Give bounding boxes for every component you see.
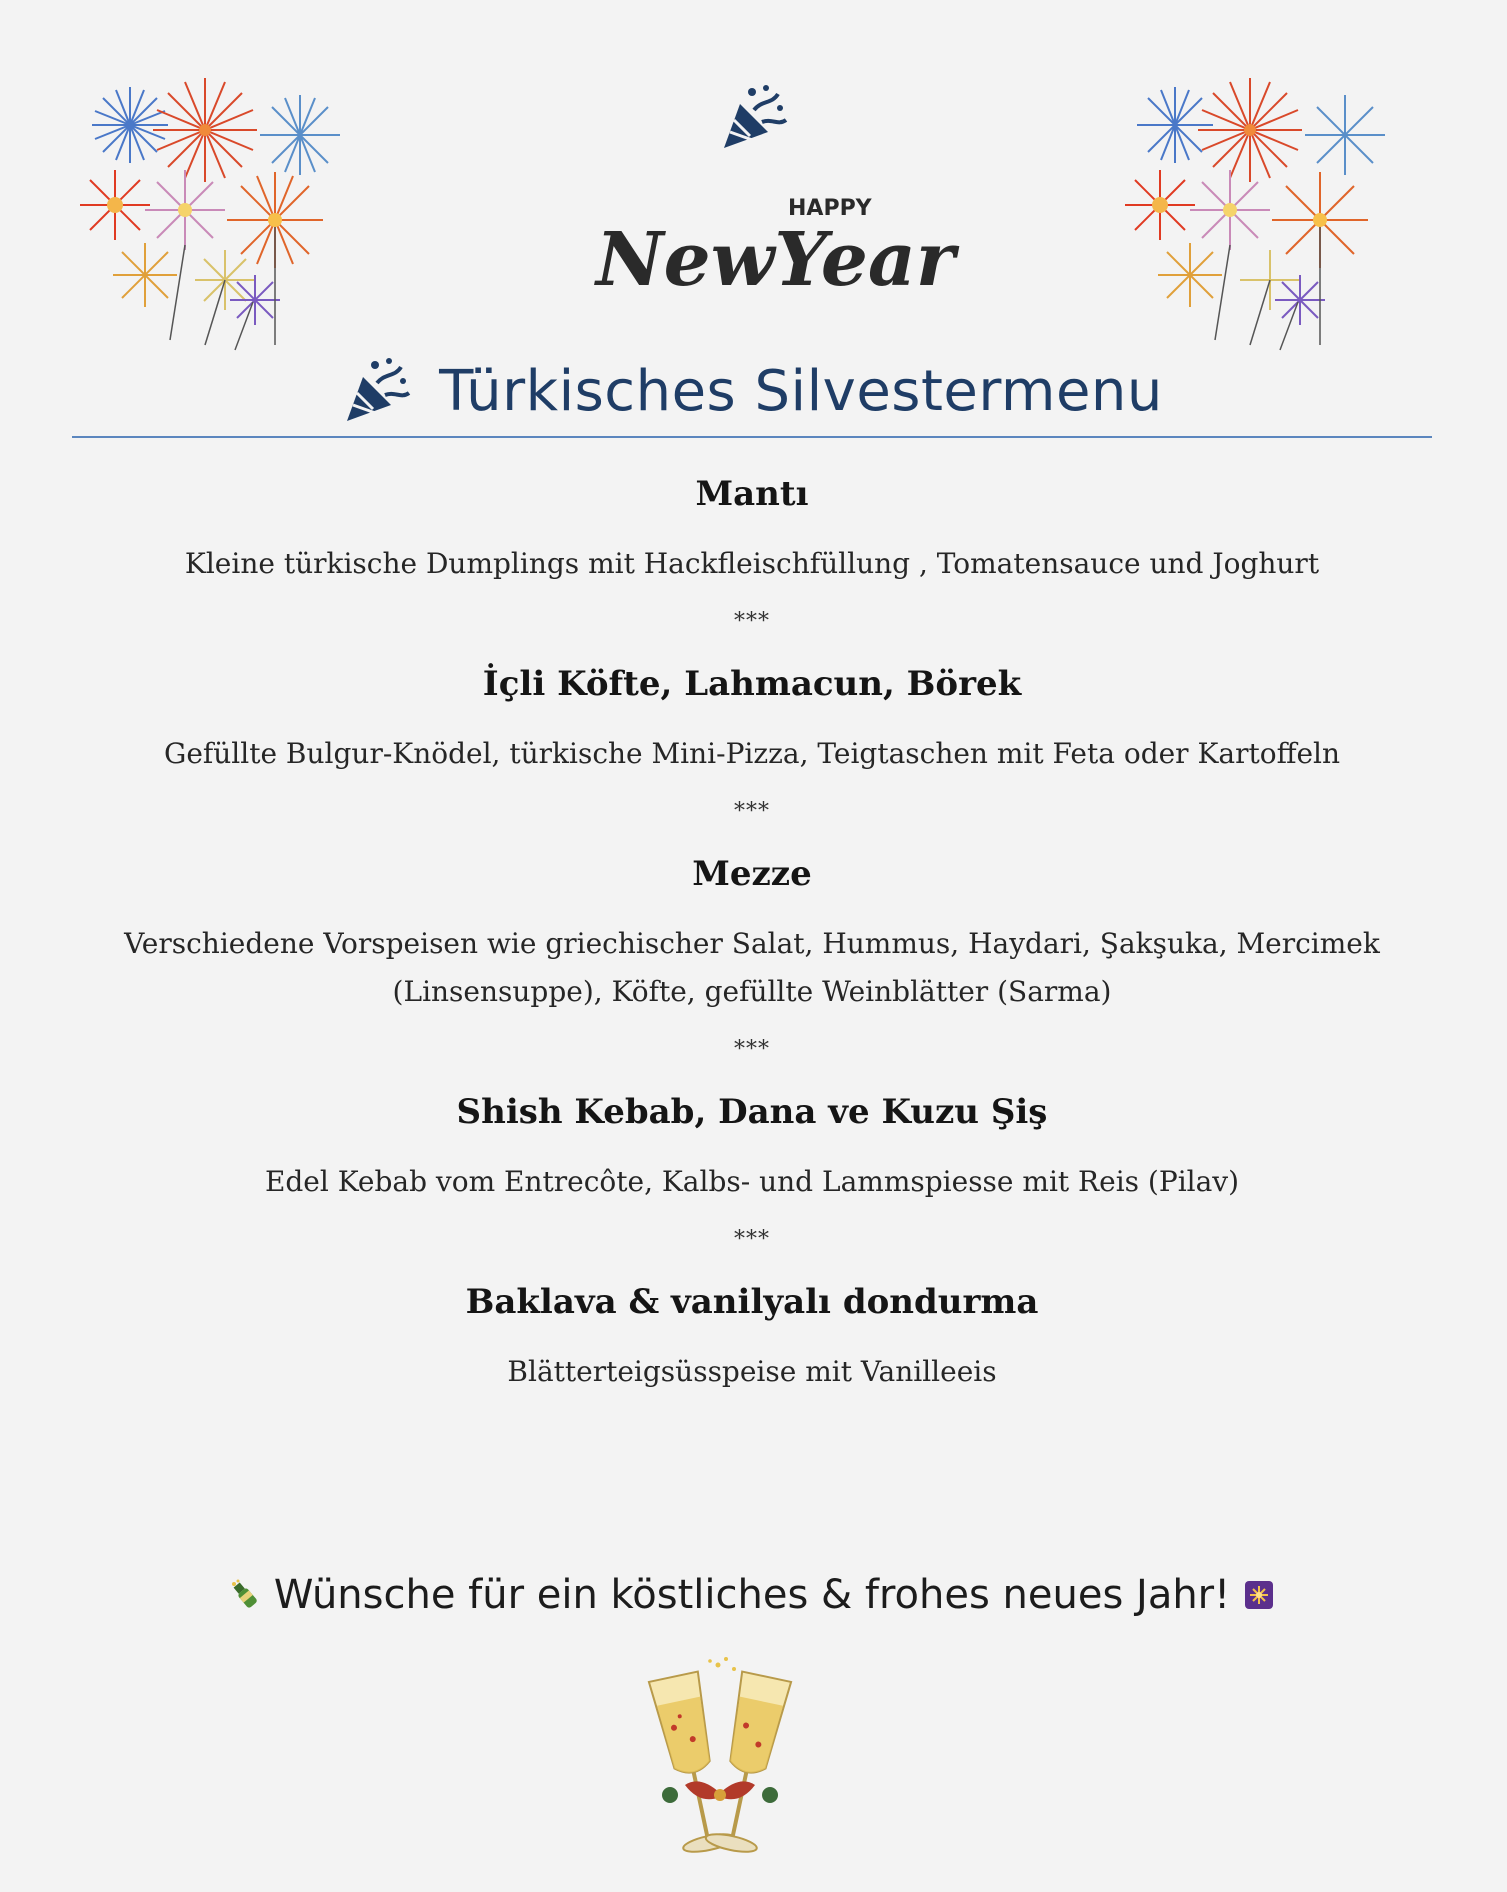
course-description: Kleine türkische Dumplings mit Hackfleischfüllung , Tomatensauce und Joghurt xyxy=(184,547,1320,580)
course-name: Shish Kebab, Dana ve Kuzu Şiş xyxy=(456,1092,1048,1132)
party-popper-icon xyxy=(718,82,790,154)
course-4 xyxy=(72,1088,1432,1206)
course-description: Verschiedene Vorspeisen wie griechischer Salat, Hummus, Haydari, Şakşuka, Mercimek (Linsensuppe), Köfte, gefüllte Weinblätter (Sarma) xyxy=(124,927,1380,1008)
course-separator: *** xyxy=(734,609,770,634)
course-name: Baklava & vanilyalı dondurma xyxy=(465,1282,1039,1322)
title-row xyxy=(72,348,1432,434)
course-description: Gefüllte Bulgur-Knödel, türkische Mini-Pizza, Teigtaschen mit Feta oder Kartoffeln xyxy=(163,737,1341,770)
course-name: Mezze xyxy=(692,854,812,894)
course-3 xyxy=(72,850,1432,1016)
fireworks-icon xyxy=(1120,70,1410,360)
champagne-bottle-icon xyxy=(228,1578,262,1612)
wish-text: Wünsche für ein köstliches & frohes neues Jahr! xyxy=(273,1572,1231,1618)
title-divider xyxy=(72,436,1432,438)
logo-large-text: NewYear xyxy=(596,217,955,303)
course-name: İçli Köfte, Lahmacun, Börek xyxy=(482,664,1022,704)
course-1 xyxy=(72,470,1432,588)
course-2 xyxy=(72,660,1432,778)
course-separator: *** xyxy=(734,1037,770,1062)
fireworks-icon xyxy=(75,70,365,360)
fireworks-box-icon xyxy=(1242,1578,1276,1612)
page-title: Türkisches Silvestermenu xyxy=(439,358,1163,424)
happy-new-year-logo xyxy=(588,185,955,310)
course-5 xyxy=(72,1278,1432,1396)
logo-small-text: HAPPY xyxy=(788,196,872,221)
champagne-glasses-icon xyxy=(630,1655,810,1870)
party-popper-icon xyxy=(341,355,413,427)
menu-list xyxy=(72,470,1432,1396)
wish-row xyxy=(72,1560,1432,1630)
course-separator: *** xyxy=(734,799,770,824)
course-description: Blätterteigsüsspeise mit Vanilleeis xyxy=(507,1355,997,1388)
course-name: Mantı xyxy=(695,474,809,514)
course-separator: *** xyxy=(734,1227,770,1252)
course-description: Edel Kebab vom Entrecôte, Kalbs- und Lammspiesse mit Reis (Pilav) xyxy=(264,1165,1240,1198)
